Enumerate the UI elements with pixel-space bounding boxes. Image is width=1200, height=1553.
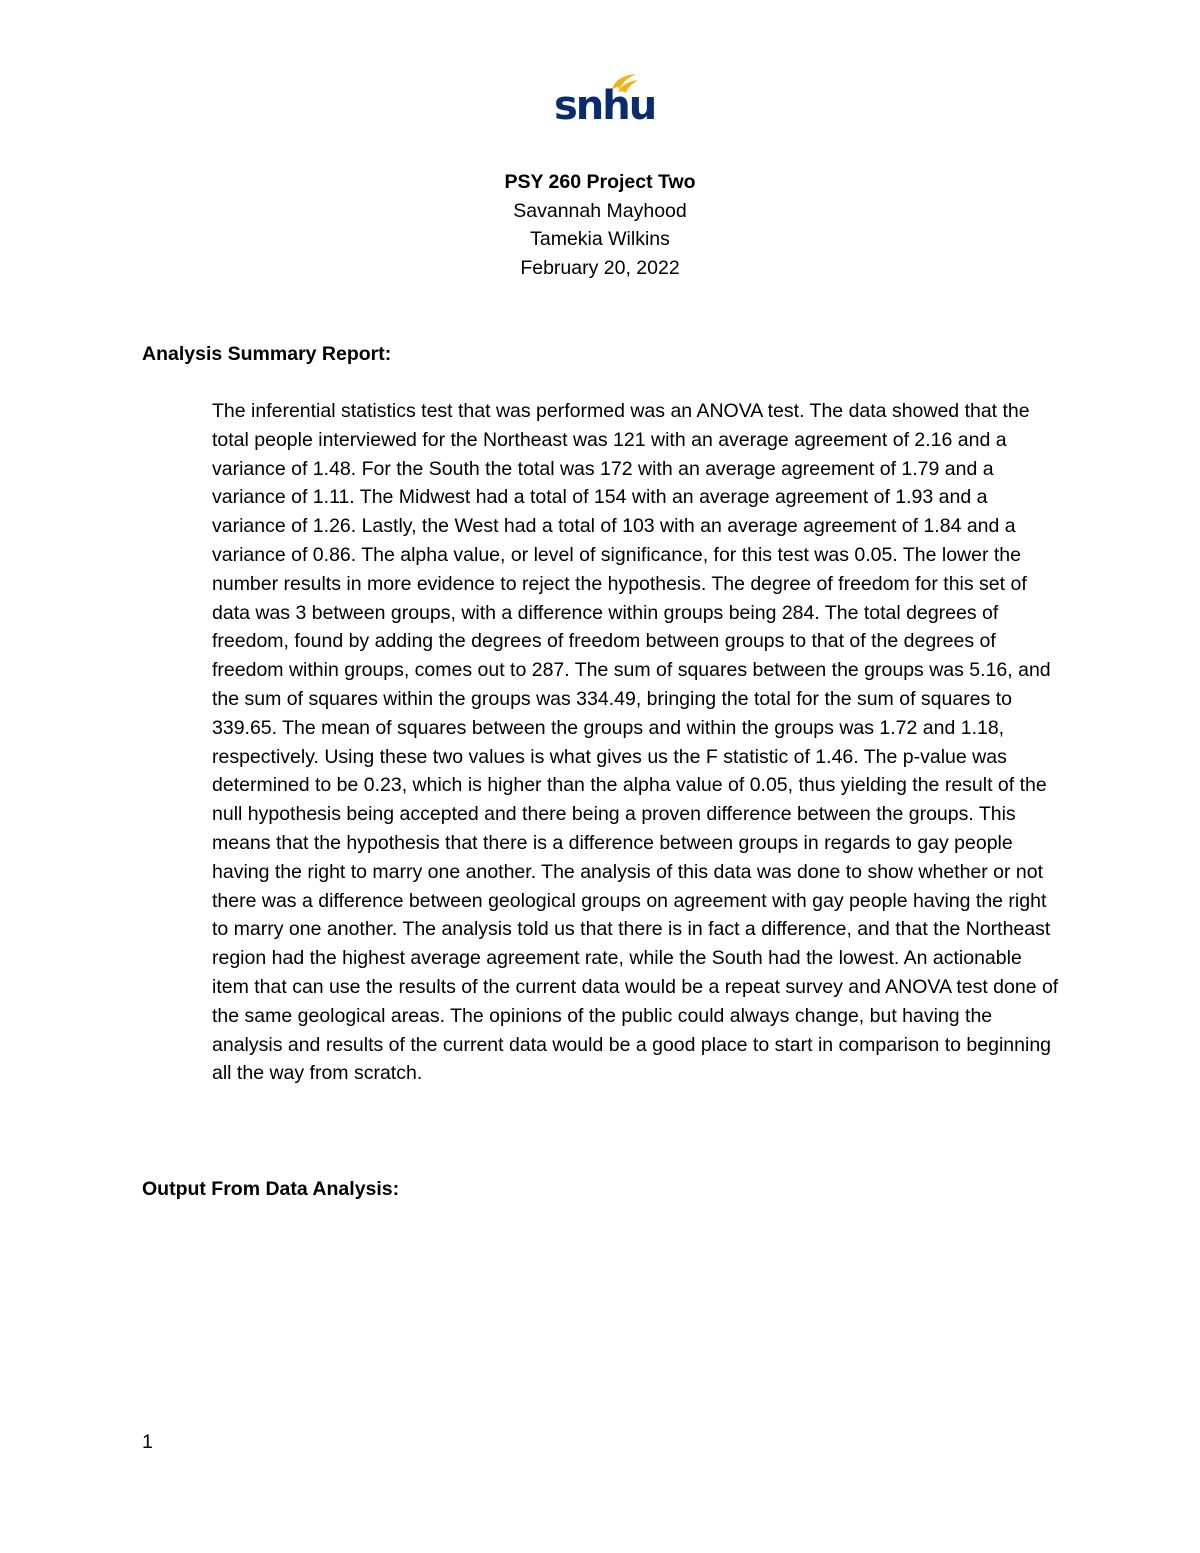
document-date: February 20, 2022 <box>520 256 680 279</box>
snhu-logo <box>548 72 656 134</box>
summary-paragraph: The inferential statistics test that was performed was an ANOVA test. The data showed that the total people interviewed for the Northeast was 121 with an average agreement of 2.16 and a variance of 1.48. For the South the total was 172 with an average agreement of 1.79 and a variance of 1.11. The Midwest had a total of 154 with an average agreement of 1.93 and a variance of 1.26. Lastly, the West had a total of 103 with an average agreement of 1.84 and a variance of 0.86. The alpha value, or level of significance, for this test was 0.05. The lower the number results in more evidence to reject the hypothesis. The degree of freedom for this set of data was 3 between groups, with a difference within groups being 284. The total degrees of freedom, found by adding the degrees of freedom between groups to that of the degrees of freedom within groups, comes out to 287. The sum of squares between the groups was 5.16, and the sum of squares within the groups was 334.49, bringing the total for the sum of squares to 339.65. The mean of squares between the groups and within the groups was 1.72 and 1.18, respectively. Using these two values is what gives us the F statistic of 1.46. The p-value was determined to be 0.23, which is higher than the alpha value of 0.05, thus yielding the result of the null hypothesis being accepted and there being a proven difference between the groups. This means that the hypothesis that there is a difference between groups in regards to gay people having the right to marry one another. The analysis of this data was done to show whether or not there was a difference between geological groups on agreement with gay people having the right to marry one another. The analysis told us that there is in fact a difference, and that the Northeast region had the highest average agreement rate, while the South had the lowest. An actionable item that can use the results of the current data would be a repeat survey and ANOVA test done of the same geological areas. The opinions of the public could always change, but having the analysis and results of the current data would be a good place to start in comparison to beginning all the way from scratch. <box>212 400 1059 1085</box>
author-name: Savannah Mayhood <box>513 199 687 222</box>
output-heading: Output From Data Analysis: <box>142 1178 400 1200</box>
document-title: PSY 260 Project Two <box>504 171 696 193</box>
title-block <box>0 168 1200 282</box>
logo-wordmark: snhu <box>554 83 656 129</box>
page-number: 1 <box>142 1431 153 1453</box>
summary-heading: Analysis Summary Report: <box>142 343 392 365</box>
instructor-name: Tamekia Wilkins <box>530 228 670 250</box>
